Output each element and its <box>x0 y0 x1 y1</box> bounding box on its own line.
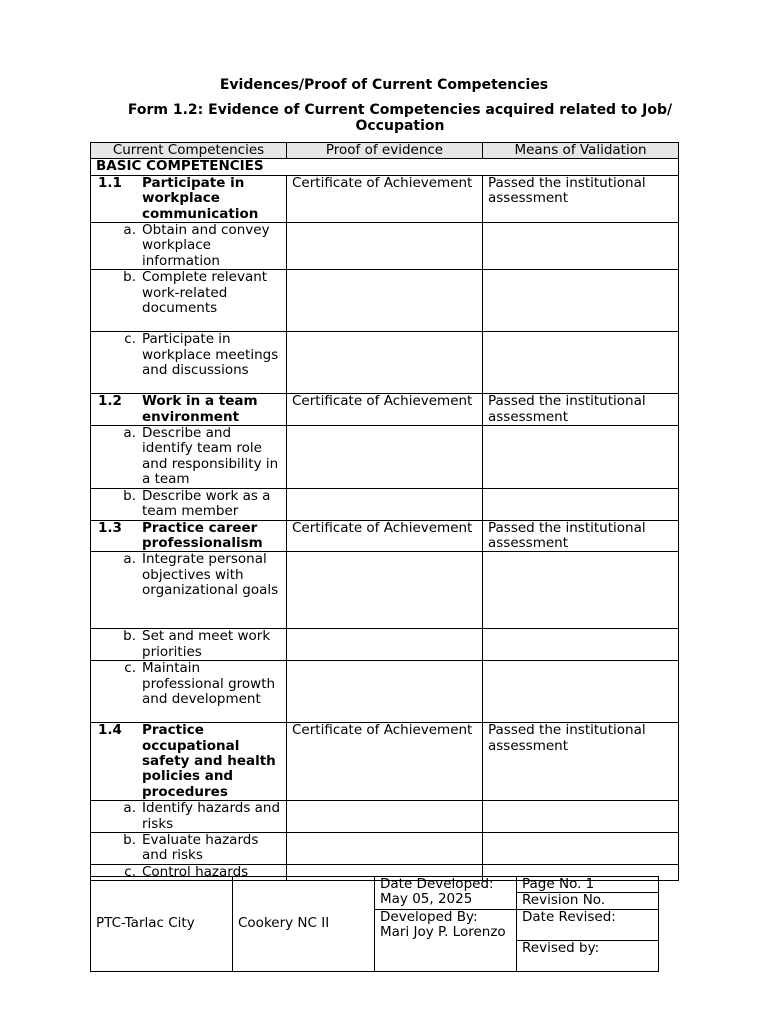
item-letter: a. <box>123 222 136 239</box>
means-cell <box>483 488 679 520</box>
footer-developed-by: Developed By: Mari Joy P. Lorenzo <box>375 909 517 971</box>
proof-cell <box>287 629 483 661</box>
means-cell <box>483 426 679 489</box>
means-cell: Passed the institutional assessment <box>483 520 679 552</box>
header-proof-of-evidence: Proof of evidence <box>287 143 483 159</box>
item-text: Participate in workplace meetings and discussions <box>142 331 279 379</box>
table-row <box>91 661 679 723</box>
header-means-of-validation: Means of Validation <box>483 143 679 159</box>
competency-text: Practice occupational safety and health policies and procedures <box>142 722 276 800</box>
document-title: Evidences/Proof of Current Competencies <box>219 77 549 93</box>
table-row <box>91 223 679 270</box>
document-footer <box>90 876 659 972</box>
means-cell <box>483 223 679 270</box>
competency-cell <box>91 723 287 801</box>
competency-cell <box>91 520 287 552</box>
table-row <box>91 175 679 222</box>
item-letter: b. <box>123 832 136 848</box>
means-cell <box>483 629 679 661</box>
competency-number: 1.4 <box>98 722 122 739</box>
item-letter: a. <box>123 425 136 442</box>
item-letter: a. <box>123 551 136 568</box>
table-row <box>91 394 679 426</box>
means-cell <box>483 552 679 629</box>
item-letter: b. <box>123 628 136 645</box>
table-row <box>91 629 679 661</box>
proof-cell: Certificate of Achievement <box>287 175 483 222</box>
table-row <box>91 426 679 489</box>
competency-text: Work in a team environment <box>142 393 258 425</box>
section-row <box>91 159 679 175</box>
item-letter: a. <box>123 800 136 817</box>
proof-cell <box>287 832 483 864</box>
means-cell: Passed the institutional assessment <box>483 175 679 222</box>
means-cell <box>483 270 679 332</box>
competency-cell <box>91 426 287 489</box>
means-cell <box>483 332 679 394</box>
proof-cell <box>287 661 483 723</box>
competency-cell <box>91 488 287 520</box>
competencies-table <box>90 142 679 881</box>
footer-page-no: Page No. 1 <box>517 877 659 893</box>
footer-revised-by: Revised by: <box>517 940 659 971</box>
item-letter: b. <box>123 269 136 286</box>
item-text: Describe work as a team member <box>142 488 271 520</box>
competency-cell <box>91 832 287 864</box>
competency-number: 1.1 <box>98 175 122 191</box>
competency-cell <box>91 394 287 426</box>
item-text: Complete relevant work-related documents <box>142 269 268 317</box>
table-row <box>91 332 679 394</box>
competency-text: Participate in workplace communication <box>142 175 259 222</box>
proof-cell <box>287 801 483 833</box>
means-cell <box>483 661 679 723</box>
competency-cell <box>91 552 287 629</box>
item-text: Describe and identify team role and responsibility in a team <box>142 425 279 488</box>
footer-date-developed: Date Developed: May 05, 2025 <box>375 877 517 910</box>
item-letter: c. <box>124 864 136 880</box>
means-cell <box>483 801 679 833</box>
table-row <box>91 801 679 833</box>
competency-text: Practice career professionalism <box>142 520 263 551</box>
footer-revision-no: Revision No. <box>517 893 659 909</box>
item-text: Evaluate hazards and risks <box>142 832 259 864</box>
proof-cell <box>287 223 483 270</box>
table-row <box>91 488 679 520</box>
footer-date-revised: Date Revised: <box>517 909 659 940</box>
competency-cell <box>91 270 287 332</box>
means-cell: Passed the institutional assessment <box>483 723 679 801</box>
footer-institution: PTC-Tarlac City <box>91 877 233 972</box>
competency-cell <box>91 223 287 270</box>
proof-cell <box>287 270 483 332</box>
competency-cell <box>91 629 287 661</box>
item-text: Maintain professional growth and development <box>142 660 276 707</box>
table-row <box>91 832 679 864</box>
proof-cell: Certificate of Achievement <box>287 723 483 801</box>
competency-number: 1.3 <box>98 520 122 536</box>
item-text: Integrate personal objectives with organizational goals <box>142 551 279 599</box>
table-header-row <box>91 143 679 159</box>
competency-cell <box>91 801 287 833</box>
means-cell: Passed the institutional assessment <box>483 394 679 426</box>
section-basic-competencies: BASIC COMPETENCIES <box>91 159 679 175</box>
means-cell <box>483 832 679 864</box>
proof-cell <box>287 426 483 489</box>
item-text: Set and meet work priorities <box>142 628 271 660</box>
item-text: Control hazards <box>142 864 249 880</box>
competency-cell <box>91 332 287 394</box>
item-letter: b. <box>123 488 136 504</box>
proof-cell: Certificate of Achievement <box>287 520 483 552</box>
item-text: Identify hazards and risks <box>142 800 281 832</box>
footer-qualification: Cookery NC II <box>233 877 375 972</box>
form-subtitle: Form 1.2: Evidence of Current Competencies acquired related to Job/ Occupation <box>127 102 673 134</box>
proof-cell <box>287 552 483 629</box>
header-current-competencies: Current Competencies <box>91 143 287 159</box>
table-row <box>91 520 679 552</box>
proof-cell: Certificate of Achievement <box>287 394 483 426</box>
competency-cell <box>91 661 287 723</box>
item-letter: c. <box>124 660 136 677</box>
competency-number: 1.2 <box>98 393 122 410</box>
item-text: Obtain and convey workplace information <box>142 222 270 269</box>
item-letter: c. <box>124 331 136 348</box>
table-row <box>91 270 679 332</box>
proof-cell <box>287 488 483 520</box>
proof-cell <box>287 332 483 394</box>
table-row <box>91 552 679 629</box>
table-row <box>91 723 679 801</box>
competency-cell <box>91 175 287 222</box>
